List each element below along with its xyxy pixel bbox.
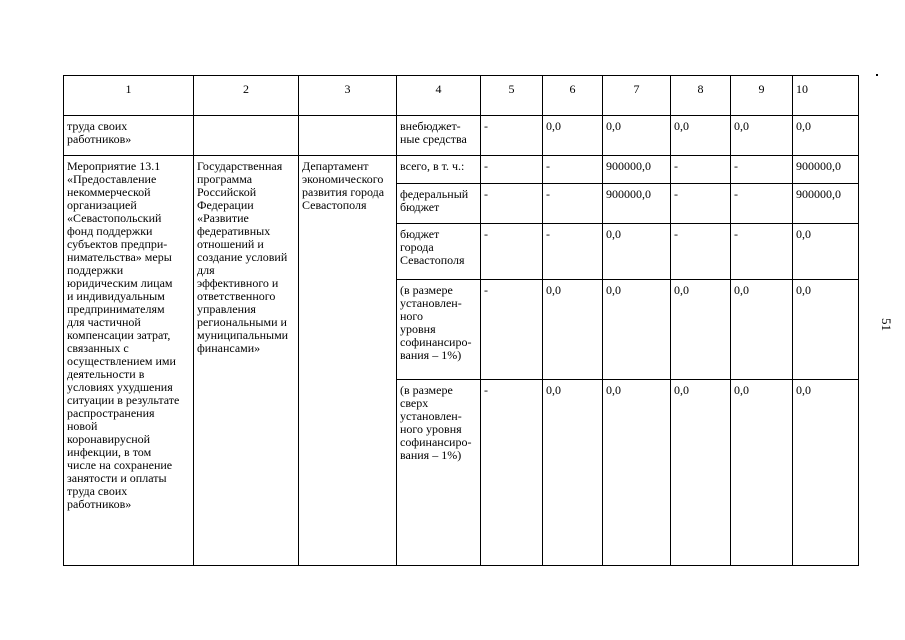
cell-program: Государственная программа Российской Федерации «Развитие федеративных отношений и создание условий для эффективного и ответственного управления региональными и муниципальными финансами» [194,156,299,566]
cell-empty [299,116,397,156]
funding-table [63,75,859,566]
cell-value: - [731,156,793,184]
cell-value: - [543,156,603,184]
cell-value: 0,0 [543,116,603,156]
cell-measure-title: Мероприятие 13.1 «Предоставление некоммерческой организацией «Севастопольский фонд поддержки субъектов предпри- нимательства» меры поддержки юридическим лицам и индивидуальным предпринимателям для частичной компенсации затрат, связанных с осуществлением ими деятельности в условиях ухудшения ситуации в результате распространения новой коронавирусной инфекции, в том числе на сохранение занятости и оплаты труда своих работников» [64,156,194,566]
cell-value: 0,0 [731,116,793,156]
cell-value: - [731,224,793,280]
cell-value: 900000,0 [603,184,671,224]
cell-value: - [671,184,731,224]
cell-value: 0,0 [603,224,671,280]
cell-department: Департамент экономического развития города Севастополя [299,156,397,566]
cell-value: 900000,0 [793,184,859,224]
cell-value: 0,0 [731,380,793,566]
cell-value: 0,0 [793,280,859,380]
header-cell: 4 [397,76,481,116]
margin-dot [876,74,878,76]
cell-value: - [481,380,543,566]
table-row [64,156,859,184]
header-cell: 2 [194,76,299,116]
cell-value: 0,0 [793,224,859,280]
cell-value: 0,0 [793,380,859,566]
cell-value: 0,0 [671,280,731,380]
cell-value: 900000,0 [793,156,859,184]
cell-source: (в размере сверх установлен- ного уровня софинансиро- вания – 1%) [397,380,481,566]
cell-value: - [543,224,603,280]
cell-value: 0,0 [793,116,859,156]
cell-source: бюджет города Севастополя [397,224,481,280]
cell-value: - [731,184,793,224]
cell-value: - [481,116,543,156]
cell-value: 0,0 [731,280,793,380]
cell-source: внебюджет- ные средства [397,116,481,156]
cell-value: 0,0 [671,380,731,566]
header-cell: 1 [64,76,194,116]
cell-value: - [671,224,731,280]
cell-value: 0,0 [603,380,671,566]
header-cell: 6 [543,76,603,116]
header-cell: 5 [481,76,543,116]
cell-source: (в размере установлен- ного уровня софинансиро- вания – 1%) [397,280,481,380]
cell-source: всего, в т. ч.: [397,156,481,184]
cell-value: - [671,156,731,184]
header-cell: 10 [793,76,859,116]
header-cell: 7 [603,76,671,116]
table-row-continued [64,116,859,156]
page-number: 51 [879,318,894,331]
cell-value: 0,0 [543,380,603,566]
cell-empty [194,116,299,156]
header-cell: 8 [671,76,731,116]
header-cell: 9 [731,76,793,116]
cell-value: 0,0 [543,280,603,380]
cell-value: 0,0 [603,116,671,156]
cell-value: - [543,184,603,224]
cell-value: 0,0 [603,280,671,380]
cell-value: - [481,156,543,184]
cell-value: 0,0 [671,116,731,156]
cell-value: 900000,0 [603,156,671,184]
cell-value: - [481,280,543,380]
header-row [64,76,859,116]
header-cell: 3 [299,76,397,116]
cell-source: федеральный бюджет [397,184,481,224]
cell-measure-continued: труда своих работников» [64,116,194,156]
cell-value: - [481,184,543,224]
cell-value: - [481,224,543,280]
